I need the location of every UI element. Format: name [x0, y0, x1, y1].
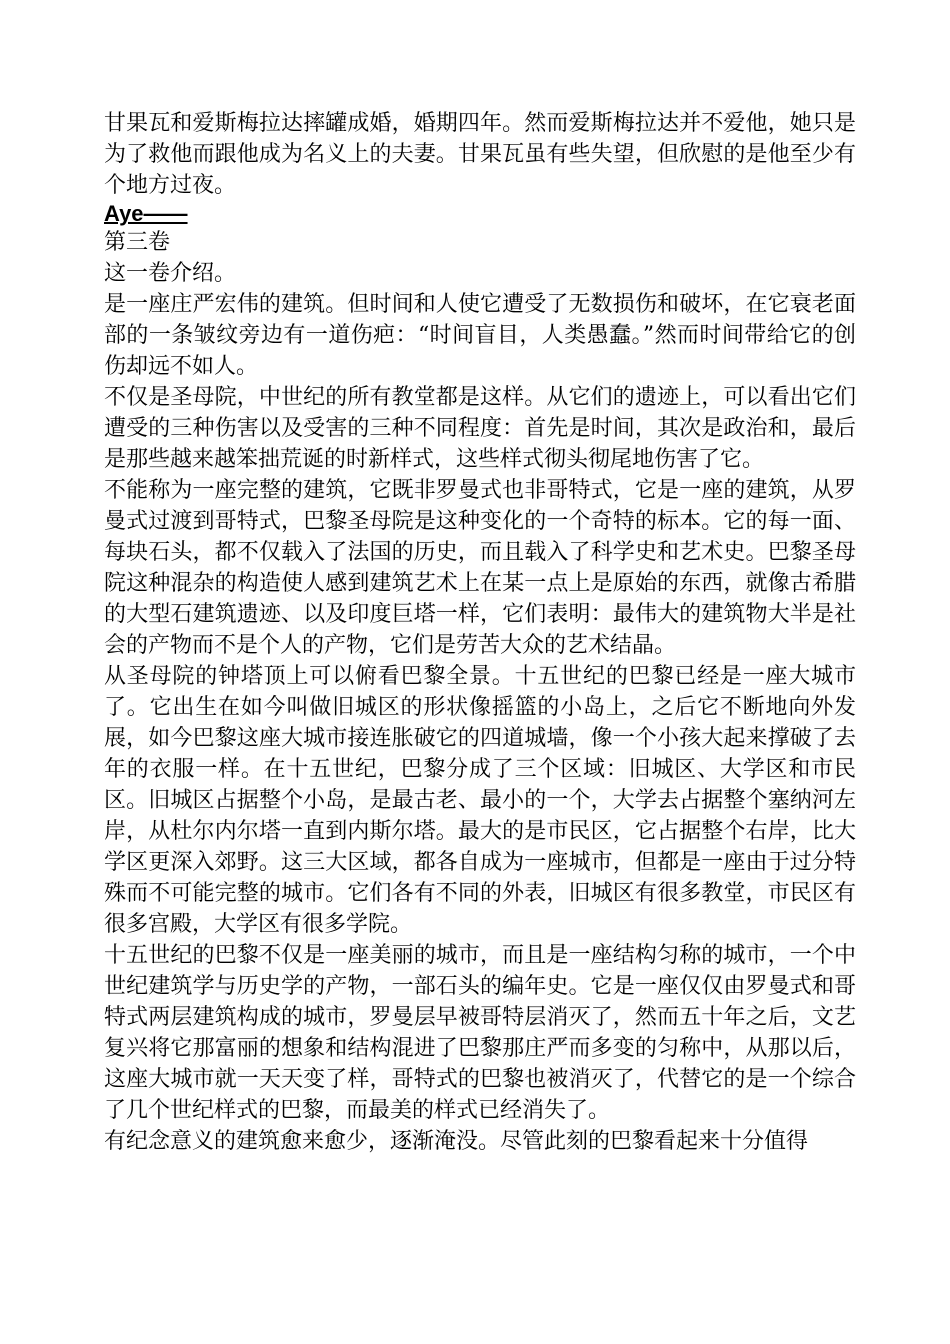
volume-heading: 第三卷	[104, 230, 171, 255]
document-page	[104, 108, 856, 1157]
volume-intro: 这一卷介绍。	[104, 261, 237, 286]
paragraph-architecture: 不能称为一座完整的建筑，它既非罗曼式也非哥特式，它是一座的建筑，从罗曼式过渡到哥特式，巴黎圣母院是这种变化的一个奇特的标本。它的每一面、每块石头，都不仅载入了法国的历史，而且载入了科学史和艺术史。巴黎圣母院这种混杂的构造使人感到建筑艺术上在某一点上是原始的东西，就像古希腊的大型石建筑遗迹、以及印度巨塔一样，它们表明：最伟大的建筑物大半是社会的产物而不是个人的产物，它们是劳苦大众的艺术结晶。	[104, 478, 856, 658]
paragraph-paris-15th-century: 十五世纪的巴黎不仅是一座美丽的城市，而且是一座结构匀称的城市，一个中世纪建筑学与历史学的产物，一部石头的编年史。它是一座仅仅由罗曼式和哥特式两层建筑构成的城市，罗曼层早被哥特层消灭了，然而五十年之后，文艺复兴将它那富丽的想象和结构混进了巴黎那庄严而多变的匀称中，从那以后，这座大城市就一天天变了样，哥特式的巴黎也被消灭了，代替它的是一个综合了几个世纪样式的巴黎，而最美的样式已经消失了。	[104, 943, 856, 1123]
paragraph-building: 是一座庄严宏伟的建筑。但时间和人使它遭受了无数损伤和破坏，在它衰老面部的一条皱纹旁边有一道伤疤：“时间盲目，人类愚蠢。”然而时间带给它的创伤却远不如人。	[104, 292, 856, 379]
section-label: Aye——	[104, 201, 188, 226]
paragraph-paris-panorama: 从圣母院的钟塔顶上可以俯看巴黎全景。十五世纪的巴黎已经是一座大城市了。它出生在如今叫做旧城区的形状像摇篮的小岛上，之后它不断地向外发展，如今巴黎这座大城市接连胀破它的四道城墙，像一个小孩大起来撑破了去年的衣服一样。在十五世纪，巴黎分成了三个区域：旧城区、大学区和市民区。旧城区占据整个小岛，是最古老、最小的一个，大学去占据整个塞纳河左岸，从杜尔内尔塔一直到内斯尔塔。最大的是市民区，它占据整个右岸，比大学区更深入郊野。这三大区域，都各自成为一座城市，但都是一座由于过分特殊而不可能完整的城市。它们各有不同的外表，旧城区有很多教堂，市民区有很多宫殿，大学区有很多学院。	[104, 664, 856, 937]
paragraph-wedding: 甘果瓦和爱斯梅拉达摔罐成婚，婚期四年。然而爱斯梅拉达并不爱他，她只是为了救他而跟他成为名义上的夫妻。甘果瓦虽有些失望，但欣慰的是他至少有个地方过夜。	[104, 111, 856, 198]
paragraph-monuments: 有纪念意义的建筑愈来愈少，逐渐淹没。尽管此刻的巴黎看起来十分值得	[104, 1129, 809, 1154]
paragraph-churches: 不仅是圣母院，中世纪的所有教堂都是这样。从它们的遗迹上，可以看出它们遭受的三种伤害以及受害的三种不同程度：首先是时间，其次是政治和，最后是那些越来越笨拙荒诞的时新样式，这些样式彻头彻尾地伤害了它。	[104, 385, 856, 472]
